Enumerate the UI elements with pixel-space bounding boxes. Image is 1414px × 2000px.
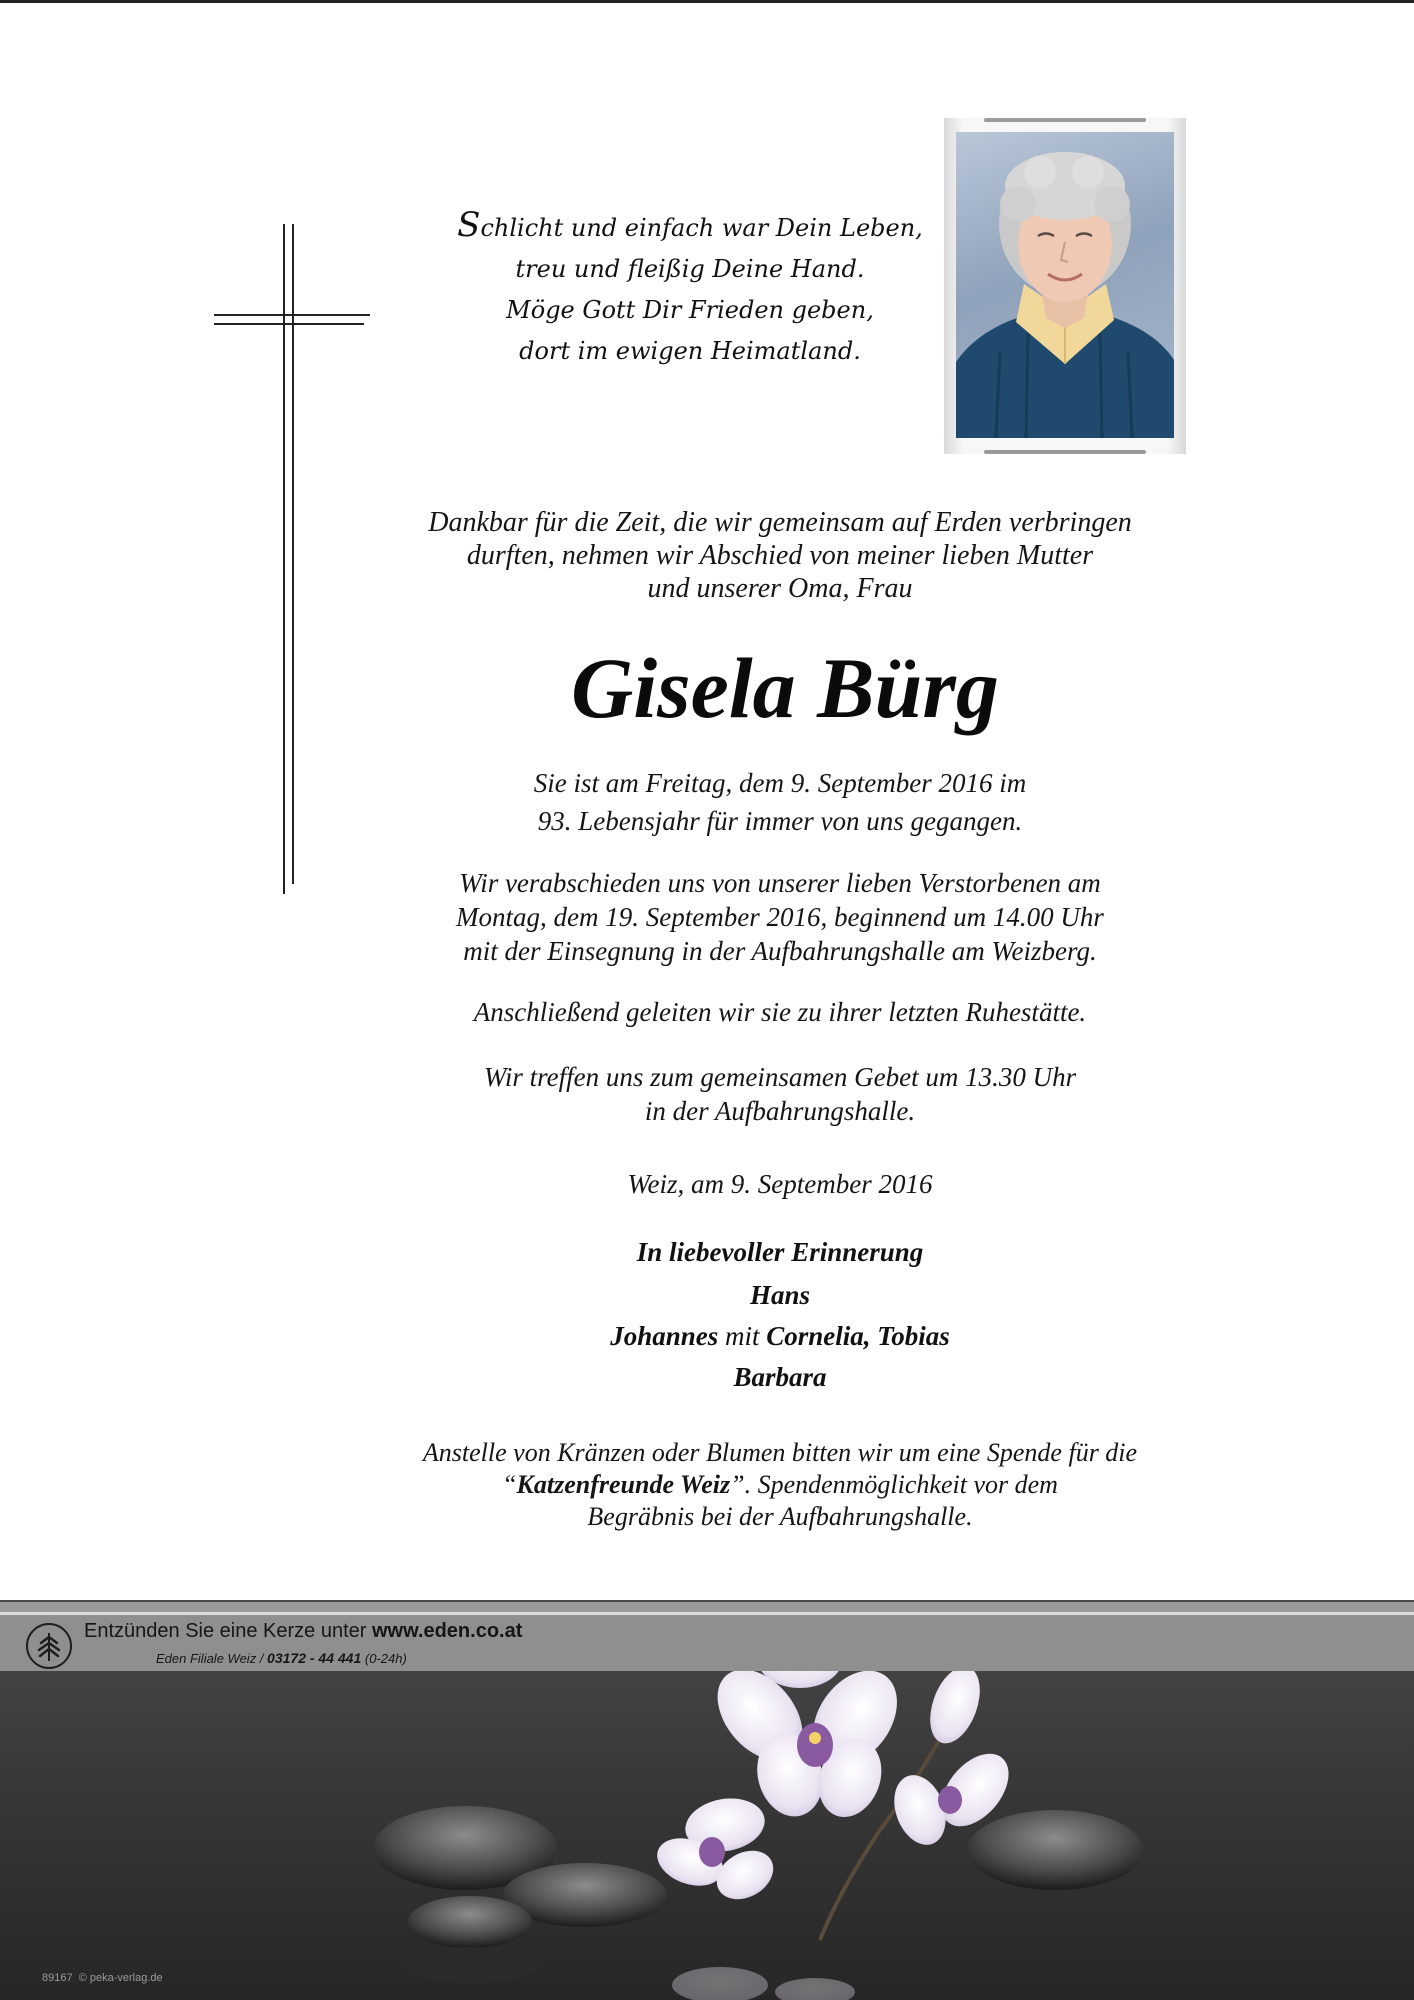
poem-line-4: dort im ewigen Heimatland. (519, 337, 861, 365)
donation-text: Anstelle von Kränzen oder Blumen bitten wir um eine Spende für die “Katzenfreunde Weiz”. Spendenmöglichkeit vor dem Begräbnis bei der Aufbahrungshalle. (422, 1438, 1138, 1531)
eden-tree-icon (26, 1623, 72, 1669)
intro-text: Dankbar für die Zeit, die wir gemeinsam auf Erden verbringen durften, nehmen wir Abschied von meiner lieben Mutter und unserer Oma, Frau (428, 507, 1132, 604)
footer-stripe (0, 1602, 1414, 1612)
poem-line-2: treu und fleißig Deine Hand. (515, 255, 865, 283)
branch-contact: Eden Filiale Weiz / 03172 - 44 441 (0-24h) (156, 1650, 407, 1666)
top-border (0, 0, 1414, 3)
farewell-text: Wir verabschieden uns von unserer lieben Verstorbenen am Montag, dem 19. September 2016, beginnend um 14.00 Uhr mit der Einsegnung in der Aufbahrungshalle am Weizberg. (456, 868, 1104, 966)
poem-line-3: Möge Gott Dir Frieden geben, (506, 296, 874, 324)
portrait-photo (956, 132, 1174, 438)
death-notice: Sie ist am Freitag, dem 9. September 2016 im 93. Lebensjahr für immer von uns gegangen. (533, 768, 1027, 836)
mourner-line-3: Barbara (733, 1362, 827, 1392)
deceased-name: Gisela Bürg (571, 640, 999, 736)
prayer-text: Wir treffen uns zum gemeinsamen Gebet um 13.30 Uhr in der Aufbahrungshalle. (483, 1062, 1077, 1126)
candle-notice: Entzünden Sie eine Kerze unter www.eden.co.at (84, 1620, 523, 1642)
footer-banner (0, 1600, 1414, 2000)
mourners (360, 1232, 1200, 1398)
branch-phone: 03172 - 44 441 (267, 1650, 362, 1666)
eden-website-link[interactable]: www.eden.co.at (371, 1620, 523, 1642)
place-date: Weiz, am 9. September 2016 (627, 1169, 933, 1199)
poem-line-1: Schlicht und einfach war Dein Leben, (457, 205, 923, 245)
mourner-line-2: Johannes mit Cornelia, Tobias (610, 1321, 950, 1351)
cross-symbol (214, 224, 370, 894)
orchid-flower-left (651, 1792, 782, 1909)
poem (440, 205, 940, 372)
mourner-line-1: Hans (749, 1280, 811, 1310)
burial-text: Anschließend geleiten wir sie zu ihrer letzten Ruhestätte. (473, 997, 1087, 1027)
portrait-illustration (956, 132, 1174, 438)
portrait-frame (944, 118, 1186, 454)
mourners-heading: In liebevoller Erinnerung (636, 1237, 924, 1267)
print-code: 89167 © peka-verlag.de (42, 1972, 163, 1984)
